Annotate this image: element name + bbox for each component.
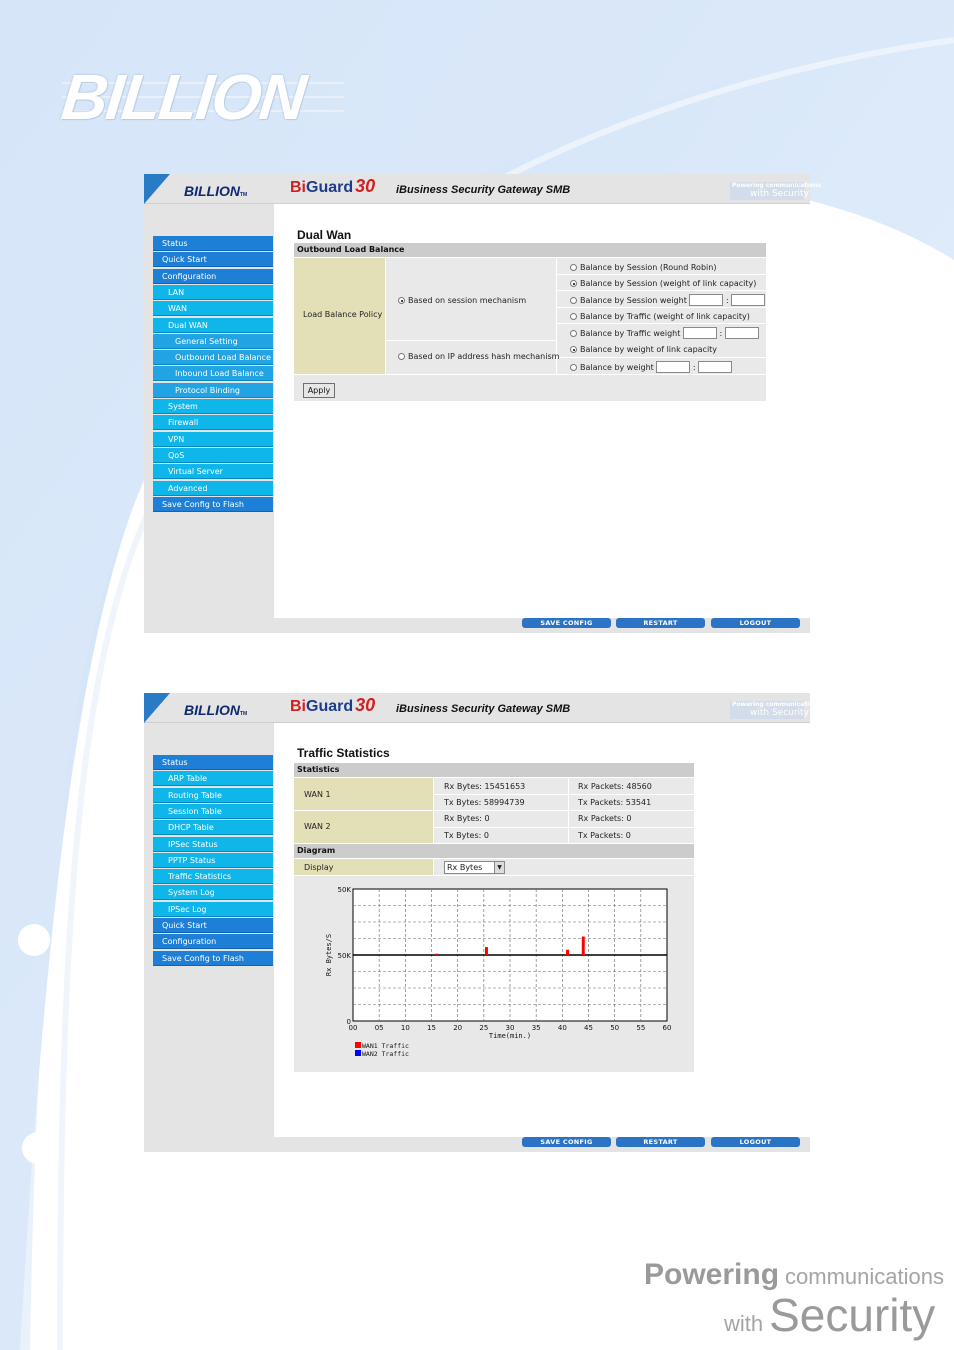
x-tick-label: 10 bbox=[400, 1024, 410, 1032]
display-select[interactable]: Rx Bytes ▼ bbox=[444, 861, 505, 874]
radio-icon bbox=[398, 353, 405, 360]
sidebar-item-ipsec-status[interactable]: IPSec Status bbox=[153, 837, 273, 852]
apply-button[interactable]: Apply bbox=[303, 383, 335, 398]
y-tick-label: 50K bbox=[337, 952, 351, 960]
wan1-rx-packets: Rx Packets: 48560 bbox=[578, 782, 652, 791]
legend-swatch bbox=[355, 1042, 361, 1048]
sidebar-item-quick-start[interactable]: Quick Start bbox=[153, 252, 273, 267]
sidebar-item-pptp-status[interactable]: PPTP Status bbox=[153, 853, 273, 868]
restart-button[interactable]: RESTART bbox=[616, 1137, 705, 1147]
sidebar-item-configuration[interactable]: Configuration bbox=[153, 269, 273, 284]
session-weight-wan2-input[interactable] bbox=[731, 294, 765, 306]
ip-weight-wan2-input[interactable] bbox=[698, 361, 732, 373]
sidebar-item-save-config-to-flash[interactable]: Save Config to Flash bbox=[153, 497, 273, 512]
sidebar-item-advanced[interactable]: Advanced bbox=[153, 481, 273, 496]
data-bar bbox=[485, 947, 488, 955]
sidebar-item-vpn[interactable]: VPN bbox=[153, 432, 273, 447]
powering-badge: Powering communications with Security bbox=[732, 182, 822, 199]
sidebar-item-virtual-server[interactable]: Virtual Server bbox=[153, 464, 273, 479]
page-title: Traffic Statistics bbox=[297, 746, 390, 760]
ip-weight-wan1-input[interactable] bbox=[656, 361, 690, 373]
header-logo: BILLIONTM bbox=[184, 183, 248, 199]
choice-ip-capacity[interactable]: Balance by weight of link capacity bbox=[570, 345, 717, 354]
policy-label: Load Balance Policy bbox=[303, 310, 383, 319]
sidebar-item-system-log[interactable]: System Log bbox=[153, 885, 273, 900]
choice-session-weight[interactable]: Balance by Session weight : bbox=[570, 294, 765, 306]
x-tick-label: 05 bbox=[374, 1024, 384, 1032]
x-tick-label: 60 bbox=[662, 1024, 672, 1032]
traffic-chart bbox=[294, 876, 694, 1072]
sidebar-item-arp-table[interactable]: ARP Table bbox=[153, 771, 273, 786]
wan1-tx-packets: Tx Packets: 53541 bbox=[578, 798, 652, 807]
sidebar-item-wan[interactable]: WAN bbox=[153, 301, 273, 316]
sidebar-item-configuration[interactable]: Configuration bbox=[153, 934, 273, 949]
wan1-rx-bytes: Rx Bytes: 15451653 bbox=[444, 782, 526, 791]
session-mechanism-radio[interactable]: Based on session mechanism bbox=[398, 296, 526, 305]
x-tick-label: 40 bbox=[557, 1024, 567, 1032]
panel-header bbox=[144, 693, 822, 723]
sidebar-item-qos[interactable]: QoS bbox=[153, 448, 273, 463]
x-tick-label: 55 bbox=[636, 1024, 646, 1032]
header-logo: BILLIONTM bbox=[184, 702, 248, 718]
x-tick-label: 45 bbox=[584, 1024, 593, 1032]
traffic-weight-wan1-input[interactable] bbox=[683, 327, 717, 339]
x-tick-label: 15 bbox=[427, 1024, 436, 1032]
restart-button[interactable]: RESTART bbox=[616, 618, 705, 628]
save-config-button[interactable]: SAVE CONFIG bbox=[522, 618, 611, 628]
product-subtitle: iBusiness Security Gateway SMB bbox=[396, 703, 571, 715]
panel-header bbox=[144, 174, 822, 204]
radio-icon bbox=[570, 264, 577, 271]
legend-swatch bbox=[355, 1050, 361, 1056]
legend-label: WAN2 Traffic bbox=[362, 1050, 409, 1058]
sidebar-item-session-table[interactable]: Session Table bbox=[153, 804, 273, 819]
sidebar-item-traffic-statistics[interactable]: Traffic Statistics bbox=[153, 869, 273, 884]
sidebar-item-outbound-load-balance[interactable]: Outbound Load Balance bbox=[153, 350, 273, 365]
sidebar-item-general-setting[interactable]: General Setting bbox=[153, 334, 273, 349]
traffic-statistics-panel bbox=[144, 693, 822, 1152]
sidebar-item-protocol-binding[interactable]: Protocol Binding bbox=[153, 383, 273, 398]
y-axis-label: Rx Bytes/S bbox=[325, 933, 333, 977]
x-tick-label: 30 bbox=[505, 1024, 515, 1032]
product-name: BiGuard 30 bbox=[290, 695, 376, 715]
wan2-tx-packets: Tx Packets: 0 bbox=[578, 831, 631, 840]
section-statistics: Statistics bbox=[294, 763, 694, 777]
choice-traffic-weight[interactable]: Balance by Traffic weight : bbox=[570, 327, 759, 339]
sidebar-item-status[interactable]: Status bbox=[153, 755, 273, 770]
wan2-rx-packets: Rx Packets: 0 bbox=[578, 814, 632, 823]
choice-round-robin[interactable]: Balance by Session (Round Robin) bbox=[570, 263, 716, 272]
x-tick-label: 50 bbox=[610, 1024, 620, 1032]
wan2-label: WAN 2 bbox=[304, 822, 331, 831]
sidebar-item-system[interactable]: System bbox=[153, 399, 273, 414]
sidebar-item-routing-table[interactable]: Routing Table bbox=[153, 788, 273, 803]
y-tick-label: 0 bbox=[346, 1018, 351, 1026]
sidebar-item-inbound-load-balance[interactable]: Inbound Load Balance bbox=[153, 366, 273, 381]
sidebar-item-dual-wan[interactable]: Dual WAN bbox=[153, 318, 273, 333]
powering-badge: Powering communications with Security bbox=[732, 701, 822, 718]
radio-icon bbox=[398, 297, 405, 304]
x-tick-label: 00 bbox=[348, 1024, 358, 1032]
data-bar bbox=[566, 950, 569, 955]
session-weight-wan1-input[interactable] bbox=[689, 294, 723, 306]
wan2-tx-bytes: Tx Bytes: 0 bbox=[444, 831, 489, 840]
x-tick-label: 20 bbox=[453, 1024, 463, 1032]
product-subtitle: iBusiness Security Gateway SMB bbox=[396, 184, 571, 196]
logout-button[interactable]: LOGOUT bbox=[711, 618, 800, 628]
sidebar-item-quick-start[interactable]: Quick Start bbox=[153, 918, 273, 933]
data-bar bbox=[435, 954, 438, 955]
sidebar-item-dhcp-table[interactable]: DHCP Table bbox=[153, 820, 273, 835]
chevron-down-icon: ▼ bbox=[494, 862, 504, 873]
section-diagram: Diagram bbox=[294, 844, 694, 858]
billion-logo bbox=[58, 61, 344, 133]
choice-session-capacity[interactable]: Balance by Session (weight of link capacity) bbox=[570, 279, 756, 288]
dual-wan-panel bbox=[144, 174, 822, 633]
sidebar-item-status[interactable]: Status bbox=[153, 236, 273, 251]
radio-icon bbox=[570, 364, 577, 371]
radio-icon bbox=[570, 297, 577, 304]
wan1-tx-bytes: Tx Bytes: 58994739 bbox=[444, 798, 525, 807]
sidebar-item-lan[interactable]: LAN bbox=[153, 285, 273, 300]
traffic-weight-wan2-input[interactable] bbox=[725, 327, 759, 339]
product-name: BiGuard 30 bbox=[290, 176, 376, 196]
corner-decoration bbox=[144, 693, 170, 723]
wan2-rx-bytes: Rx Bytes: 0 bbox=[444, 814, 490, 823]
radio-icon bbox=[570, 346, 577, 353]
choice-traffic-capacity[interactable]: Balance by Traffic (weight of link capacity) bbox=[570, 312, 750, 321]
display-label: Display bbox=[304, 863, 334, 872]
x-axis-label: Time(min.) bbox=[488, 1032, 532, 1040]
choice-ip-weight[interactable]: Balance by weight : bbox=[570, 361, 732, 373]
iphash-mechanism-radio[interactable]: Based on IP address hash mechanism bbox=[398, 352, 559, 361]
legend-label: WAN1 Traffic bbox=[362, 1042, 409, 1050]
page-title: Dual Wan bbox=[297, 228, 352, 242]
y-tick-label: 50K bbox=[337, 886, 351, 894]
sidebar-item-ipsec-log[interactable]: IPSec Log bbox=[153, 902, 273, 917]
billion-logo-text: BILLION bbox=[58, 61, 308, 133]
radio-icon bbox=[570, 330, 577, 337]
x-tick-label: 35 bbox=[531, 1024, 541, 1032]
sidebar-item-save-config-to-flash[interactable]: Save Config to Flash bbox=[153, 951, 273, 966]
save-config-button[interactable]: SAVE CONFIG bbox=[522, 1137, 611, 1147]
data-bar bbox=[582, 937, 585, 955]
sidebar-item-firewall[interactable]: Firewall bbox=[153, 415, 273, 430]
wan1-label: WAN 1 bbox=[304, 790, 331, 799]
x-tick-label: 25 bbox=[479, 1024, 489, 1032]
corner-decoration bbox=[144, 174, 170, 204]
radio-icon bbox=[570, 280, 577, 287]
apply-row bbox=[294, 375, 766, 401]
section-header: Outbound Load Balance bbox=[294, 243, 766, 257]
logout-button[interactable]: LOGOUT bbox=[711, 1137, 800, 1147]
radio-icon bbox=[570, 313, 577, 320]
